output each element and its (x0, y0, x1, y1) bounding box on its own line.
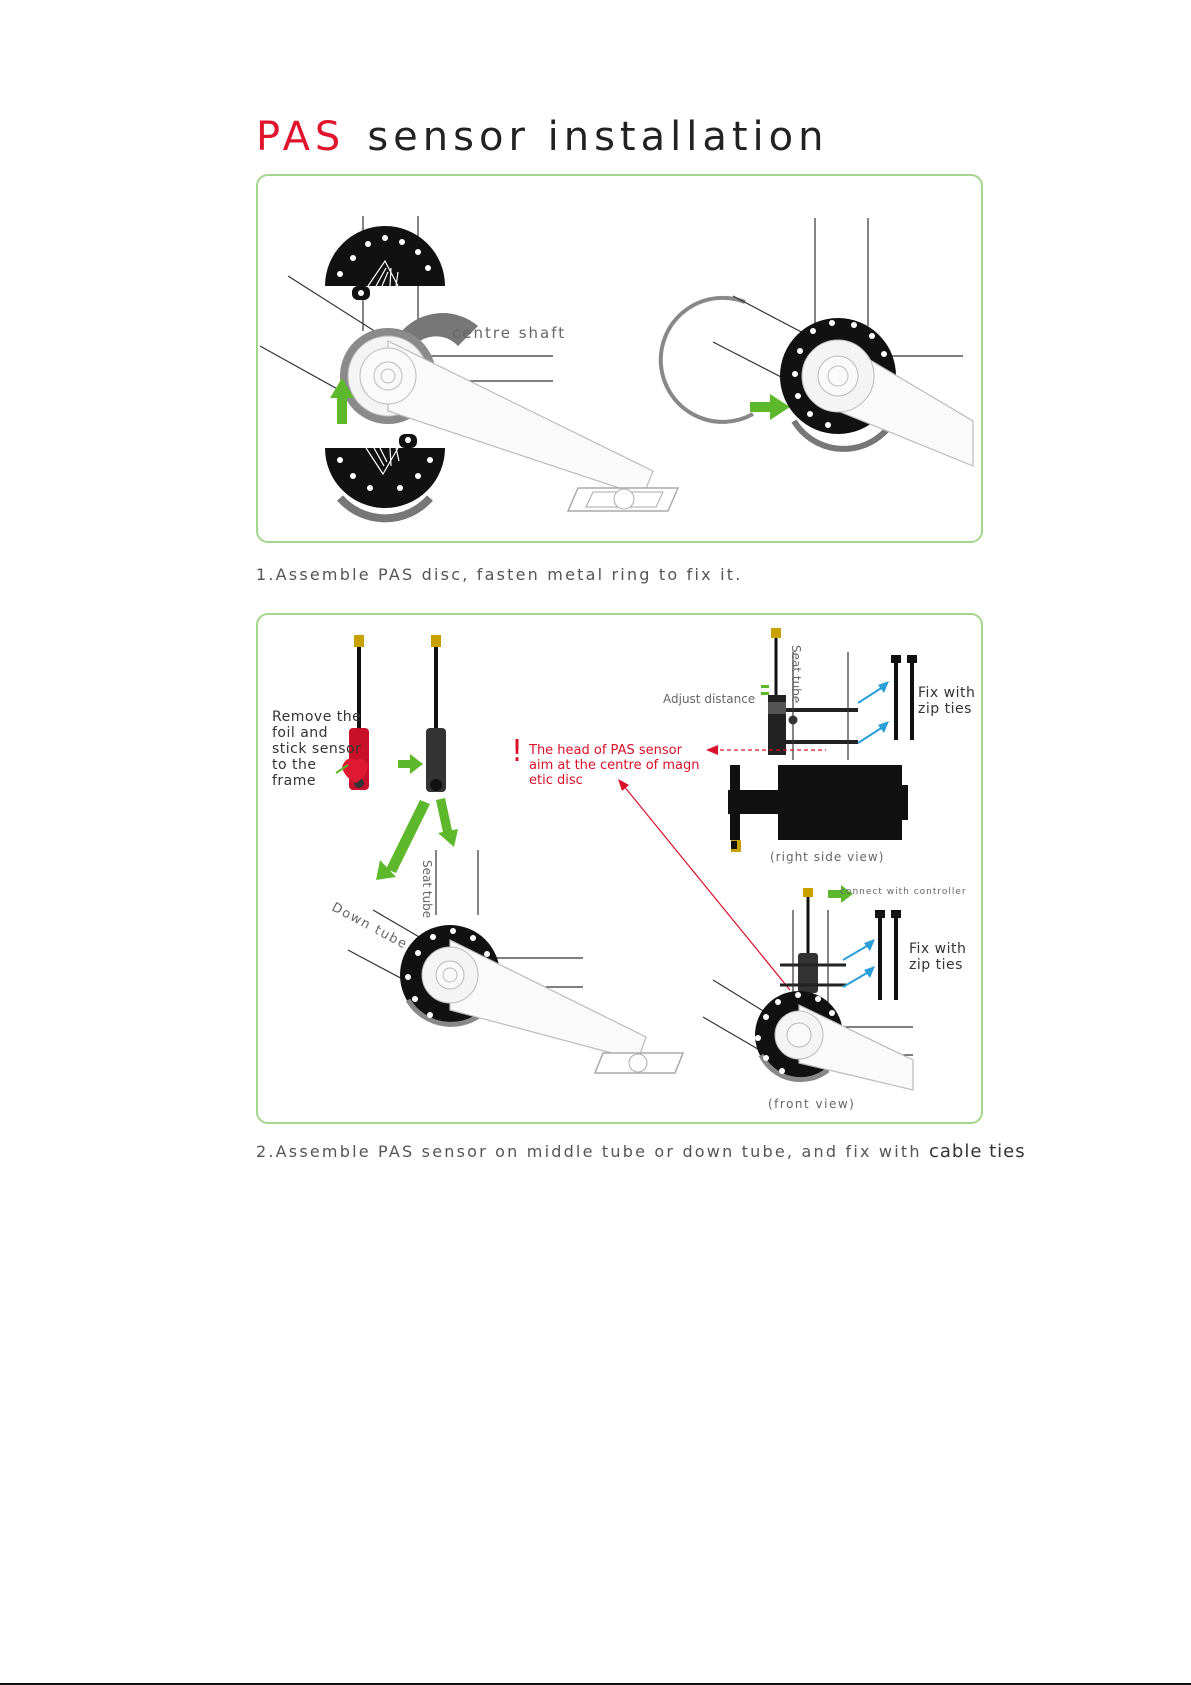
step1-caption: 1.Assemble PAS disc, fasten metal ring to fix it. (256, 565, 743, 584)
step2-caption-tail: cable ties (928, 1141, 1026, 1162)
label-centre-shaft: centre shaft (452, 324, 567, 342)
label-front-view: (front view) (768, 1097, 856, 1111)
step2-illustration-panel (256, 613, 983, 1124)
label-fix-zip-ties-2: Fix with zip ties (909, 941, 967, 973)
label-fix-zip-ties-1: Fix with zip ties (918, 685, 976, 717)
label-right-side-view: (right side view) (770, 850, 885, 864)
label-down-tube: Down tube (328, 900, 411, 953)
label-or: or (407, 835, 423, 850)
title-accent: PAS (256, 114, 346, 160)
label-seat-tube-right: Seat tube (789, 645, 803, 704)
label-connect-controller: connect with controller (840, 887, 967, 897)
step2-illustration (258, 615, 981, 1122)
label-seat-tube-left: Seat tube (420, 860, 434, 919)
label-head-note: The head of PAS sensor aim at the centre of magn etic disc (529, 743, 700, 788)
page-title (256, 112, 828, 162)
label-remove-foil: Remove the foil and stick sensor to the frame (272, 709, 362, 789)
warning-exclaim: ! (511, 734, 524, 769)
title-rest: sensor installation (367, 114, 829, 160)
step2-caption (256, 1141, 1026, 1162)
step2-caption-main: 2.Assemble PAS sensor on middle tube or down tube, and fix with (256, 1142, 922, 1161)
label-adjust-distance: Adjust distance (663, 692, 756, 706)
step1-illustration (258, 176, 981, 541)
step1-illustration-panel (256, 174, 983, 543)
